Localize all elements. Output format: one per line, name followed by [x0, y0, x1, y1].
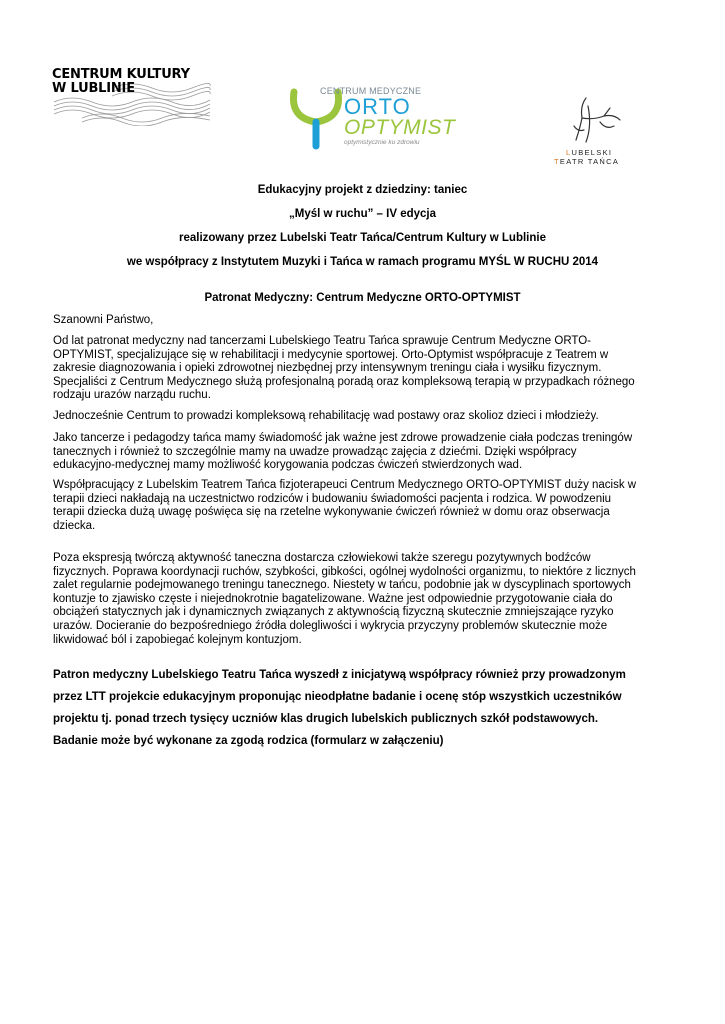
paragraph-4: Współpracujący z Lubelskim Teatrem Tańca fizjoterapeuci Centrum Medycznego ORTO-OPTYMIST duży nacisk w terapii dzieci nakładają na uczestnictwo rodziców i budowaniu świadomości pacjenta i rodzica. W powodzeniu terapii dziecka dużą uwagę poświęca się na rzetelne wykonywanie ćwiczeń również w domu oraz obserwacja dziecka. — [53, 479, 637, 532]
orto-top-label: CENTRUM MEDYCZNE — [320, 86, 422, 96]
orto-label: ORTO — [344, 94, 411, 119]
centrum-kultury-logo — [52, 66, 212, 126]
ltt-line2: TEATR TAŃCA — [554, 157, 620, 166]
paragraph-5: Poza ekspresją twórczą aktywność taneczna dostarcza człowiekowi także szeregu pozytywnych bodźców fizycznych. Poprawa koordynacji ruchów, szybkości, gibkości, ogólnej wydolności organizmu, to niektóre z licznych zalet regularnie podejmowanego treningu tanecznego. Niestety w tańcu, podobnie jak w dyscyplinach sportowych kontuzje to zjawisko częste i niejednokrotnie bagatelizowane. Ważne jest odpowiednie przygotowanie ciała do obciążeń statycznych jak i dynamicznych związanych z aktywnością fizyczną skutecznie zmniejszające ryzyko urazów. Docieranie do bezpośredniego źródła dolegliwości i wykrycia przyczyny problemów skutecznie może likwidować ból i zapobiegać kolejnym kontuzjom. — [53, 552, 636, 646]
heading-line-4: we współpracy z Instytutem Muzyki i Tańca w ramach programu MYŚL W RUCHU 2014 — [126, 256, 599, 268]
optymist-label: OPTYMIST — [344, 116, 456, 139]
paragraph-6: Patron medyczny Lubelskiego Teatru Tańca wyszedł z inicjatywą współpracy również przy prowadzonym przez LTT projekcie edukacyjnym proponując nieodpłatne badanie i ocenę stóp wszystkich uczestników projektu tj. ponad trzech tysięcy uczniów klas drugich lubelskich publicznych szkół podstawowych. Badanie może być wykonane za zgodą rodzica (formularz w załączeniu) — [53, 669, 626, 747]
centrum-kultury-line1: CENTRUM KULTURY — [52, 67, 190, 82]
paragraph-1: Od lat patronat medyczny nad tancerzami Lubelskiego Teatru Tańca sprawuje Centrum Medyczne ORTO- OPTYMIST, specjalizujące się w rehabilitacji i medycynie sportowej. Orto-Optymist współpracuje z Teatrem w zakresie diagnozowania i opieki zdrowotnej niezbędnej przy intensywnym treningu ciała i wysiłku fizycznym. Specjaliści z Centrum Medycznego służą profesjonalną poradą oraz kompleksową terapią w przypadkach różnego rodzaju urazów narządu ruchu. — [53, 335, 635, 402]
greeting: Szanowni Państwo, — [53, 314, 154, 326]
paragraph-2: Jednocześnie Centrum to prowadzi kompleksową rehabilitację wad postawy oraz skolioz dzieci i młodzieży. — [53, 410, 599, 422]
patronat-heading: Patronat Medyczny: Centrum Medyczne ORTO-OPTYMIST — [204, 292, 521, 304]
heading-line-3: realizowany przez Lubelski Teatr Tańca/Centrum Kultury w Lublinie — [178, 232, 546, 244]
centrum-kultury-line2: W LUBLINIE — [52, 81, 135, 96]
orto-optymist-logo — [286, 82, 456, 152]
heading-line-2: „Myśl w ruchu” – IV edycja — [289, 208, 436, 220]
orto-tagline: optymistycznie ku zdrowiu — [344, 139, 420, 146]
lubelski-teatr-tanca-logo — [548, 96, 638, 168]
paragraph-3: Jako tancerze i pedagodzy tańca mamy świadomość jak ważne jest zdrowe prowadzenie ciała podczas treningów tanecznych i również to szczególnie mamy na uwadze prowadząc zajęcia z dziećmi. Dzięki współpracy edukacyjno-medycznej mamy możliwość korygowania podczas ćwiczeń stwierdzonych wad. — [53, 432, 633, 472]
ltt-line1: LUBELSKI — [566, 148, 613, 157]
heading-line-1: Edukacyjny projekt z dziedziny: taniec — [257, 184, 468, 196]
ltt-dancer-sketch-icon — [560, 96, 624, 146]
